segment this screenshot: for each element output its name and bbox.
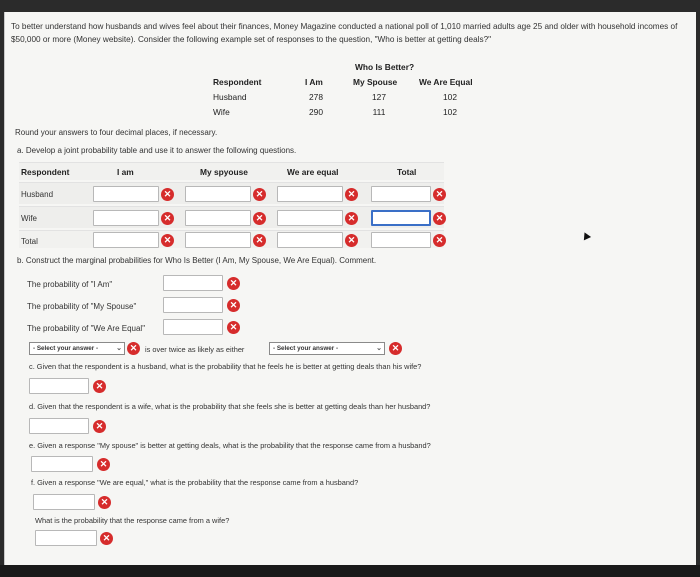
given-table-group-header: Who Is Better? [355,62,415,72]
joint-header-total: Total [397,167,417,177]
x-circle-icon: ✕ [98,496,111,509]
round-note: Round your answers to four decimal places, if necessary. [15,128,218,137]
joint-row-label-wife: Wife [21,214,37,223]
chevron-down-icon: ⌄ [376,345,382,352]
x-circle-icon: ✕ [93,420,106,433]
chevron-down-icon: ⌄ [116,345,122,352]
x-circle-icon: ✕ [345,212,358,225]
husband-we-are-equal-input[interactable] [277,186,343,202]
bottom-bar [0,565,700,577]
joint-header-i-am: I am [117,167,134,177]
prob-we-are-equal-label: The probability of "We Are Equal" [27,324,146,333]
x-circle-icon: ✕ [161,188,174,201]
x-circle-icon: ✕ [97,458,110,471]
part-f2-input[interactable] [35,530,97,546]
x-circle-icon: ✕ [433,234,446,247]
given-cell: 278 [309,92,323,102]
question-panel [4,12,696,565]
part-e-prompt: e. Given a response "My spouse" is better at getting deals, what is the probability that the response came from a husband? [29,441,431,450]
comment-middle-text: is over twice as likely as either [145,345,245,354]
comment-select-right[interactable] [269,342,385,355]
given-cell: 290 [309,107,323,117]
husband-total-input[interactable] [371,186,431,202]
prob-my-spouse-label: The probability of "My Spouse" [27,302,137,311]
given-header-my-spouse: My Spouse [353,77,398,87]
joint-header-respondent: Respondent [21,167,70,177]
part-c-prompt: c. Given that the respondent is a husband, what is the probability that he feels he is better at getting deals than his wife? [29,362,422,371]
prob-we-are-equal-input[interactable] [163,319,223,335]
given-header-we-are-equal: We Are Equal [419,77,473,87]
x-circle-icon: ✕ [93,380,106,393]
wife-we-are-equal-input[interactable] [277,210,343,226]
wife-total-input[interactable] [371,210,431,226]
x-circle-icon: ✕ [227,277,240,290]
x-circle-icon: ✕ [227,321,240,334]
x-circle-icon: ✕ [345,188,358,201]
x-circle-icon: ✕ [161,212,174,225]
wife-i-am-input[interactable] [93,210,159,226]
part-d-prompt: d. Given that the respondent is a wife, what is the probability that she feels she is better at getting deals than her husband? [29,402,431,411]
part-c-input[interactable] [29,378,89,394]
intro-text: To better understand how husbands and wives feel about their finances, Money Magazine conducted a national poll of 1,010 married adults age 25 and older with household incomes of $50,000 or more (Money website). Consider the following example set of responses to the question, "Who is better at getting deals?" [11,22,678,44]
x-circle-icon: ✕ [389,342,402,355]
x-circle-icon: ✕ [253,234,266,247]
total-we-are-equal-input[interactable] [277,232,343,248]
given-cell: 102 [443,107,457,117]
husband-i-am-input[interactable] [93,186,159,202]
x-circle-icon: ✕ [227,299,240,312]
joint-row-label-total: Total [21,237,38,246]
given-cell: 111 [372,107,386,117]
x-circle-icon: ✕ [345,234,358,247]
wife-my-spouse-input[interactable] [185,210,251,226]
comment-select-left-value: - Select your answer - [33,345,99,352]
x-circle-icon: ✕ [127,342,140,355]
total-my-spouse-input[interactable] [185,232,251,248]
x-circle-icon: ✕ [100,532,113,545]
x-circle-icon: ✕ [433,212,446,225]
part-a-prompt: a. Develop a joint probability table and use it to answer the following questions. [17,146,297,155]
comment-select-left[interactable] [29,342,125,355]
part-b-prompt: b. Construct the marginal probabilities for Who Is Better (I Am, My Spouse, We Are Equal). Comment. [17,256,377,265]
prob-my-spouse-input[interactable] [163,297,223,313]
x-circle-icon: ✕ [161,234,174,247]
x-circle-icon: ✕ [253,188,266,201]
given-cell: 127 [372,92,386,102]
part-e-input[interactable] [31,456,93,472]
part-d-input[interactable] [29,418,89,434]
part-f-prompt: f. Given a response "We are equal," what is the probability that the response came from a husband? [31,478,359,487]
given-header-respondent: Respondent [213,77,262,87]
part-f2-prompt: What is the probability that the response came from a wife? [35,516,230,525]
given-row-wife-label: Wife [213,107,230,117]
x-circle-icon: ✕ [253,212,266,225]
joint-row-label-husband: Husband [21,190,54,199]
given-header-i-am: I Am [305,77,323,87]
prob-i-am-input[interactable] [163,275,223,291]
grand-total-input[interactable] [371,232,431,248]
joint-header-my-spouse: My spyouse [200,167,248,177]
comment-select-right-value: - Select your answer - [273,345,339,352]
husband-my-spouse-input[interactable] [185,186,251,202]
given-cell: 102 [443,92,457,102]
joint-header-we-are-equal: We are equal [287,167,339,177]
prob-i-am-label: The probability of "I Am" [27,280,113,289]
x-circle-icon: ✕ [433,188,446,201]
part-f-input[interactable] [33,494,95,510]
total-i-am-input[interactable] [93,232,159,248]
given-row-husband-label: Husband [213,92,247,102]
